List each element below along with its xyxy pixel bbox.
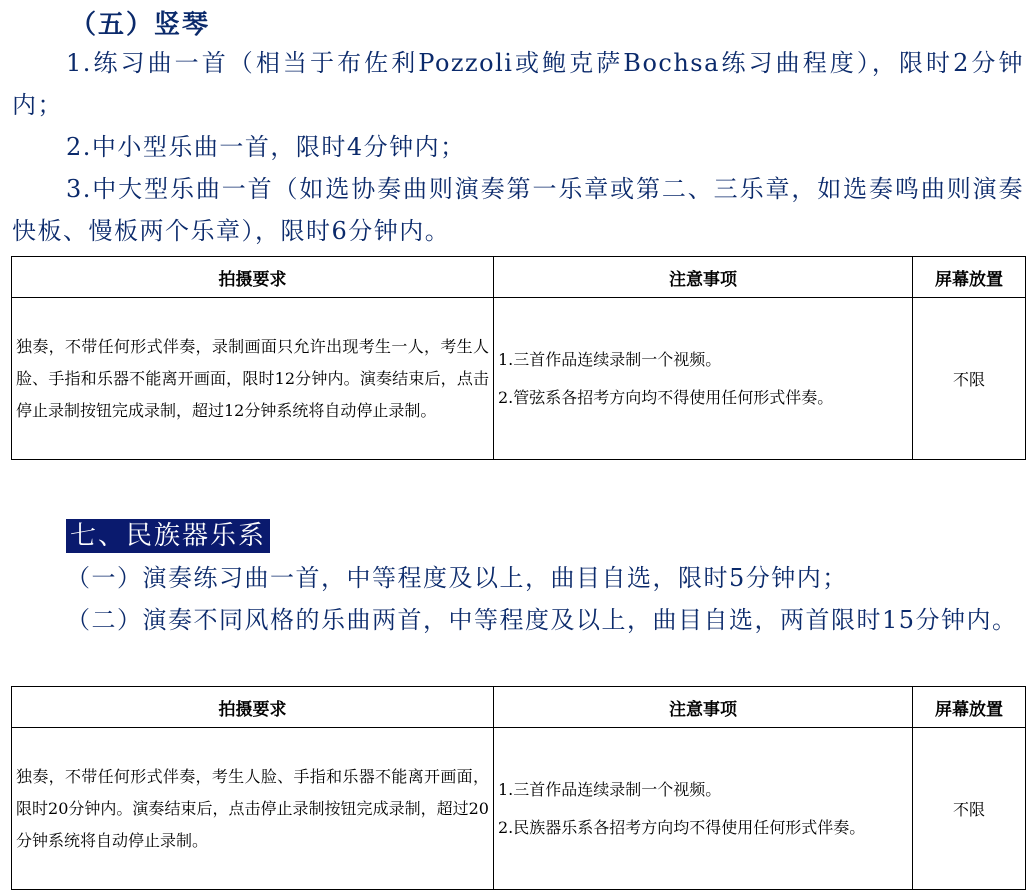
- header-screen-placement: 屏幕放置: [913, 257, 1026, 298]
- table-row: [12, 728, 1026, 890]
- note-line: 1.三首作品连续录制一个视频。: [498, 779, 722, 799]
- notes-cell: [494, 298, 913, 460]
- requirement-cell: 独奏，不带任何形式伴奏，考生人脸、手指和乐器不能离开画面，限时20分钟内。演奏结束后，点击停止录制按钮完成录制，超过20分钟系统将自动停止录制。: [12, 728, 494, 890]
- section-title-folk-instruments: 七、民族器乐系: [66, 519, 270, 553]
- section-heading-harp: （五）竖琴: [70, 10, 211, 40]
- screen-cell: 不限: [913, 728, 1026, 890]
- harp-item-3: 3.中大型乐曲一首（如选协奏曲则演奏第一乐章或第二、三乐章，如选奏鸣曲则演奏快板、慢板两个乐章），限时6分钟内。: [12, 175, 1024, 245]
- folk-item-1: （一）演奏练习曲一首，中等程度及以上，曲目自选，限时5分钟内；: [66, 564, 848, 592]
- header-screen-placement: 屏幕放置: [913, 687, 1026, 728]
- note-line: 2.民族器乐系各招考方向均不得使用任何形式伴奏。: [498, 817, 866, 837]
- header-shooting-requirements: 拍摄要求: [12, 257, 494, 298]
- table-header-row: [12, 687, 1026, 728]
- note-line: 2.管弦系各招考方向均不得使用任何形式伴奏。: [498, 387, 834, 407]
- folk-item-2: （二）演奏不同风格的乐曲两首，中等程度及以上，曲目自选，两首限时15分钟内。: [66, 606, 1018, 634]
- screen-cell: 不限: [913, 298, 1026, 460]
- header-shooting-requirements: 拍摄要求: [12, 687, 494, 728]
- harp-item-2: 2.中小型乐曲一首，限时4分钟内；: [66, 133, 466, 161]
- table-header-row: [12, 257, 1026, 298]
- note-line: 1.三首作品连续录制一个视频。: [498, 349, 722, 369]
- header-notes: 注意事项: [494, 687, 913, 728]
- requirement-cell: 独奏，不带任何形式伴奏，录制画面只允许出现考生一人，考生人脸、手指和乐器不能离开画面，限时12分钟内。演奏结束后，点击停止录制按钮完成录制，超过12分钟系统将自动停止录制。: [12, 298, 494, 460]
- harp-requirements-table: [11, 256, 1026, 460]
- notes-cell: [494, 728, 913, 890]
- table-row: [12, 298, 1026, 460]
- harp-item-1: 1.练习曲一首（相当于布佐利Pozzoli或鲍克萨Bochsa练习曲程度），限时2分钟内；: [12, 49, 1024, 119]
- folk-requirements-table: [11, 686, 1026, 890]
- header-notes: 注意事项: [494, 257, 913, 298]
